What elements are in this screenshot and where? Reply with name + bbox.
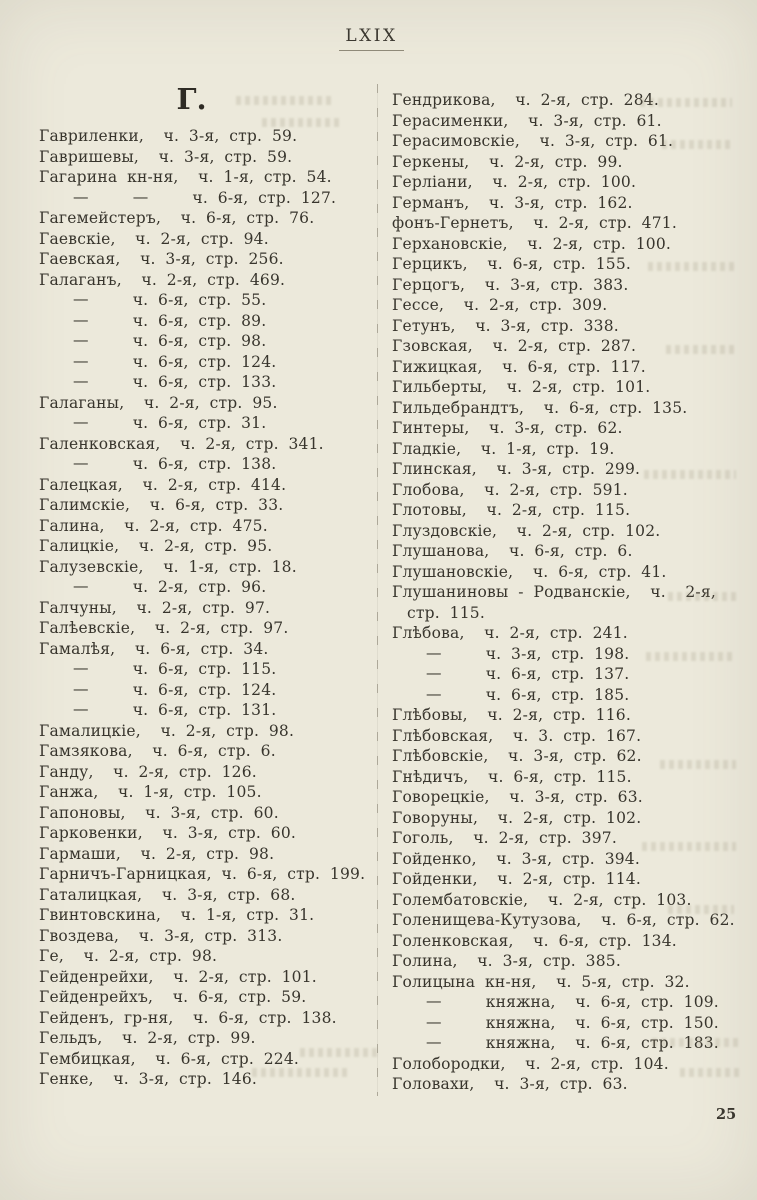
index-entry-continuation [392,603,750,624]
index-entry-ditto [39,372,384,393]
index-entry [39,844,384,865]
entry-text: Гарничъ-Гарницкая, ч. 6-я, стр. 199. [39,865,366,883]
entry-text: Германъ, ч. 3-я, стр. 162. [392,193,633,212]
entry-text: Галаганы, ч. 2-я, стр. 95. [39,393,278,412]
index-entry-ditto [392,664,750,685]
index-entry [392,910,750,931]
entry-text: Гладкіе, ч. 1-я, стр. 19. [392,439,615,458]
index-entry-ditto [39,352,384,373]
index-entries-left [39,126,384,1090]
index-entry [392,336,750,357]
ditto-dash: — [73,679,89,698]
index-entry [392,1054,750,1075]
index-entry [392,316,750,337]
entry-text: Гвинтовскина, ч. 1-я, стр. 31. [39,906,315,924]
entry-text: ч. 2-я, стр. 96. [132,578,267,596]
entry-text: ч. 6-я, стр. 127. [192,188,337,207]
entry-text: ч. 6-я, стр. 137. [485,665,630,683]
entry-text: Гагарина кн-ня, ч. 1-я, стр. 54. [39,168,332,186]
ditto-dash: — [426,992,442,1010]
index-entry [392,131,750,152]
index-entry [39,270,384,291]
entry-text: Гейденрейхъ, ч. 6-я, стр. 59. [39,988,307,1006]
entry-text: Герасимовскіе, ч. 3-я, стр. 61. [392,132,674,150]
entry-text: Гессе, ч. 2-я, стр. 309. [392,296,608,314]
index-entry [392,705,750,726]
entry-text: Гойденко, ч. 3-я, стр. 394. [392,849,640,868]
entry-text: Гендрикова, ч. 2-я, стр. 284. [392,91,659,109]
index-entry-ditto [392,644,750,665]
entry-text: Глѣбовская, ч. 3. стр. 167. [392,726,642,745]
index-entry [39,618,384,639]
index-entry [392,213,750,234]
index-entry [392,295,750,316]
entry-text: Галузевскіе, ч. 1-я, стр. 18. [39,557,297,576]
ditto-dash: — [73,454,89,472]
entry-text: Голенковская, ч. 6-я, стр. 134. [392,931,677,950]
entry-text: Галицкіе, ч. 2-я, стр. 95. [39,537,273,555]
index-entry [392,890,750,911]
index-entry [392,377,750,398]
index-entry [392,254,750,275]
column-divider-rule [377,84,378,1096]
entry-text: Глѣбовы, ч. 2-я, стр. 116. [392,706,631,724]
entry-text: Галчуны, ч. 2-я, стр. 97. [39,598,271,617]
entry-text: Галецкая, ч. 2-я, стр. 414. [39,475,287,494]
index-entry [39,516,384,537]
index-entry-ditto [39,290,384,311]
entry-text: Герліани, ч. 2-я, стр. 100. [392,173,637,191]
index-entry-ditto [39,311,384,332]
ditto-dash: — [426,664,442,682]
index-entry [39,967,384,988]
ditto-dash: — [73,659,89,677]
entry-text: Гойденки, ч. 2-я, стр. 114. [392,870,641,888]
ditto-dash: — [73,351,89,370]
index-entry [39,926,384,947]
index-entry-ditto [39,700,384,721]
index-entry [392,275,750,296]
entry-text: Гнѣдичъ, ч. 6-я, стр. 115. [392,767,632,786]
index-entry [392,480,750,501]
index-entry-ditto [392,1033,750,1054]
index-entry-ditto [39,188,384,209]
index-entry [392,808,750,829]
entry-text: Ганжа, ч. 1-я, стр. 105. [39,783,262,801]
entry-text: Гавриленки, ч. 3-я, стр. 59. [39,127,298,145]
ditto-dash: — [73,290,89,308]
entry-text: Говорецкіе, ч. 3-я, стр. 63. [392,788,643,806]
entry-text: Гетунъ, ч. 3-я, стр. 338. [392,316,619,335]
index-entry [392,357,750,378]
entry-text: Геркены, ч. 2-я, стр. 99. [392,152,623,171]
index-entry [39,803,384,824]
entry-text: Гамзякова, ч. 6-я, стр. 6. [39,742,276,760]
page-roman-numeral: LXIX [339,26,403,51]
running-head [0,26,743,51]
index-column-left [39,84,384,1090]
index-entry [392,623,750,644]
entry-text: ч. 6-я, стр. 133. [132,373,277,391]
index-entry [392,90,750,111]
index-entry-ditto [39,413,384,434]
entry-text: Глуздовскіе, ч. 2-я, стр. 102. [392,521,661,540]
index-entry [39,762,384,783]
page-number: 25 [716,1106,737,1123]
index-entry [392,172,750,193]
ditto-dash: — [426,1033,442,1051]
index-entry [392,562,750,583]
index-entry [392,1074,750,1095]
index-entry-ditto [392,685,750,706]
ditto-dash: — [426,684,442,703]
entry-text: Гильдебрандтъ, ч. 6-я, стр. 135. [392,398,688,417]
index-entry-ditto [392,992,750,1013]
index-entry [39,721,384,742]
index-entry [39,885,384,906]
index-entry [392,541,750,562]
entry-text: ч. 6-я, стр. 124. [132,352,277,371]
index-entry [392,951,750,972]
index-entry [39,229,384,250]
index-entry [39,905,384,926]
index-column-right [392,90,750,1095]
entry-text: Глѣбовскіе, ч. 3-я, стр. 62. [392,747,642,765]
entry-text: ч. 6-я, стр. 138. [132,455,277,473]
ditto-dash: — [132,187,149,206]
entry-text: ч. 6-я, стр. 124. [132,680,277,699]
index-entry [392,787,750,808]
index-entry [39,782,384,803]
entry-text: Герасименки, ч. 3-я, стр. 61. [392,111,662,130]
ditto-dash: — [73,331,89,349]
entry-text: Гембицкая, ч. 6-я, стр. 224. [39,1049,300,1068]
index-entry-ditto [39,454,384,475]
index-entry [392,111,750,132]
entry-text: ч. 6-я, стр. 31. [132,414,267,432]
entry-text: Галѣевскіе, ч. 2-я, стр. 97. [39,619,289,637]
entry-text: фонъ-Гернетъ, ч. 2-я, стр. 471. [392,214,677,232]
section-letter-heading: Г. [176,82,207,116]
index-entry-ditto [392,1013,750,1034]
index-entry-ditto [39,577,384,598]
entry-text: Глобова, ч. 2-я, стр. 591. [392,480,628,499]
ditto-dash: — [73,700,89,718]
entry-text: Говоруны, ч. 2-я, стр. 102. [392,808,642,827]
entry-text: Глотовы, ч. 2-я, стр. 115. [392,501,631,519]
entry-text: ч. 6-я, стр. 98. [132,332,267,350]
entry-text: Галаганъ, ч. 2-я, стр. 469. [39,270,286,289]
index-entry [39,1008,384,1029]
index-entry [39,639,384,660]
entry-text: ч. 3-я, стр. 198. [485,644,630,663]
entry-text: Голембатовскіе, ч. 2-я, стр. 103. [392,890,692,909]
entry-text: Глушаниновы - Родванскіе, ч. 2-я, [392,583,716,601]
entry-text: Гамалицкіе, ч. 2-я, стр. 98. [39,721,295,740]
entry-text: Гинтеры, ч. 3-я, стр. 62. [392,419,623,437]
index-entry [392,767,750,788]
index-entry [392,500,750,521]
index-entry [39,393,384,414]
index-entry [39,823,384,844]
index-entry [392,418,750,439]
index-entry [39,598,384,619]
entry-text: Гапоновы, ч. 3-я, стр. 60. [39,803,279,822]
entry-text: Гильберты, ч. 2-я, стр. 101. [392,378,651,396]
index-entry [392,193,750,214]
index-entry [39,1049,384,1070]
index-entry [39,167,384,188]
entry-text: ч. 6-я, стр. 115. [132,660,277,678]
entry-text: Гейденрейхи, ч. 2-я, стр. 101. [39,967,317,986]
entry-text: Головахи, ч. 3-я, стр. 63. [392,1075,628,1093]
index-entry [39,864,384,885]
index-entry [392,746,750,767]
index-entry [392,931,750,952]
index-entry [392,582,750,603]
index-entry [392,726,750,747]
entry-text: Гамалѣя, ч. 6-я, стр. 34. [39,639,269,658]
entry-text: Голобородки, ч. 2-я, стр. 104. [392,1054,669,1073]
entry-text: Гаевскіе, ч. 2-я, стр. 94. [39,229,269,248]
entry-text: Гейденъ, гр-ня, ч. 6-я, стр. 138. [39,1008,337,1027]
ditto-dash: — [73,413,89,431]
ditto-dash: — [73,310,89,329]
index-entry [392,152,750,173]
index-entry [39,536,384,557]
index-entry [39,987,384,1008]
index-entry [392,972,750,993]
index-entry [39,1069,384,1090]
ditto-dash: — [426,643,442,662]
index-entry [392,439,750,460]
entry-text: Галимскіе, ч. 6-я, стр. 33. [39,496,284,514]
entry-text: Гельдъ, ч. 2-я, стр. 99. [39,1029,256,1047]
index-entry [39,475,384,496]
entry-text: стр. 115. [407,603,485,622]
entry-text: Герхановскіе, ч. 2-я, стр. 100. [392,234,672,253]
index-entries-right [392,90,750,1095]
index-entry [392,234,750,255]
index-entry-ditto [39,659,384,680]
index-entry [39,208,384,229]
entry-text: Гаевская, ч. 3-я, стр. 256. [39,250,284,268]
entry-text: Голина, ч. 3-я, стр. 385. [392,952,621,970]
entry-text: ч. 6-я, стр. 55. [132,291,267,309]
entry-text: Герцогъ, ч. 3-я, стр. 383. [392,275,629,294]
entry-text: Голенищева-Кутузова, ч. 6-я, стр. 62. [392,911,735,929]
ditto-dash: — [73,577,89,595]
entry-text: Глинская, ч. 3-я, стр. 299. [392,460,641,478]
entry-text: Гагемейстеръ, ч. 6-я, стр. 76. [39,209,315,227]
entry-text: Гармаши, ч. 2-я, стр. 98. [39,844,275,863]
index-entry [392,869,750,890]
entry-text: Голицына кн-ня, ч. 5-я, стр. 32. [392,972,690,991]
index-entry [39,249,384,270]
entry-text: Гаталицкая, ч. 3-я, стр. 68. [39,885,296,904]
index-entry [39,147,384,168]
ditto-dash: — [73,187,89,206]
index-entry [39,495,384,516]
entry-text: Глѣбова, ч. 2-я, стр. 241. [392,624,628,642]
index-entry-ditto [39,331,384,352]
entry-text: княжна, ч. 6-я, стр. 150. [485,1013,719,1032]
index-entry [392,521,750,542]
ditto-dash: — [73,372,89,390]
index-entry [39,126,384,147]
entry-text: Гавришевы, ч. 3-я, стр. 59. [39,147,293,166]
entry-text: Галенковская, ч. 2-я, стр. 341. [39,434,324,453]
entry-text: Гижицкая, ч. 6-я, стр. 117. [392,357,646,376]
entry-text: Глушанова, ч. 6-я, стр. 6. [392,542,633,560]
entry-text: Гарковенки, ч. 3-я, стр. 60. [39,824,297,842]
entry-text: Герцикъ, ч. 6-я, стр. 155. [392,255,632,273]
entry-text: Галина, ч. 2-я, стр. 475. [39,516,268,535]
index-entry [392,849,750,870]
entry-text: княжна, ч. 6-я, стр. 183. [485,1034,719,1052]
index-entry [39,434,384,455]
entry-text: ч. 6-я, стр. 89. [132,311,267,330]
entry-text: Гоголь, ч. 2-я, стр. 397. [392,829,617,847]
index-entry [392,828,750,849]
entry-text: Гвоздева, ч. 3-я, стр. 313. [39,926,283,945]
entry-text: Ганду, ч. 2-я, стр. 126. [39,762,257,781]
entry-text: Ге, ч. 2-я, стр. 98. [39,947,218,965]
index-entry [39,741,384,762]
index-entry [39,1028,384,1049]
entry-text: Глушановскіе, ч. 6-я, стр. 41. [392,562,667,581]
entry-text: Гзовская, ч. 2-я, стр. 287. [392,337,637,355]
index-entry-ditto [39,680,384,701]
entry-text: Генке, ч. 3-я, стр. 146. [39,1070,258,1088]
index-entry [39,557,384,578]
entry-text: ч. 6-я, стр. 185. [485,685,630,704]
entry-text: княжна, ч. 6-я, стр. 109. [485,993,719,1011]
index-entry [392,459,750,480]
index-entry [392,398,750,419]
entry-text: ч. 6-я, стр. 131. [132,701,277,719]
ditto-dash: — [426,1012,442,1031]
index-entry [39,946,384,967]
